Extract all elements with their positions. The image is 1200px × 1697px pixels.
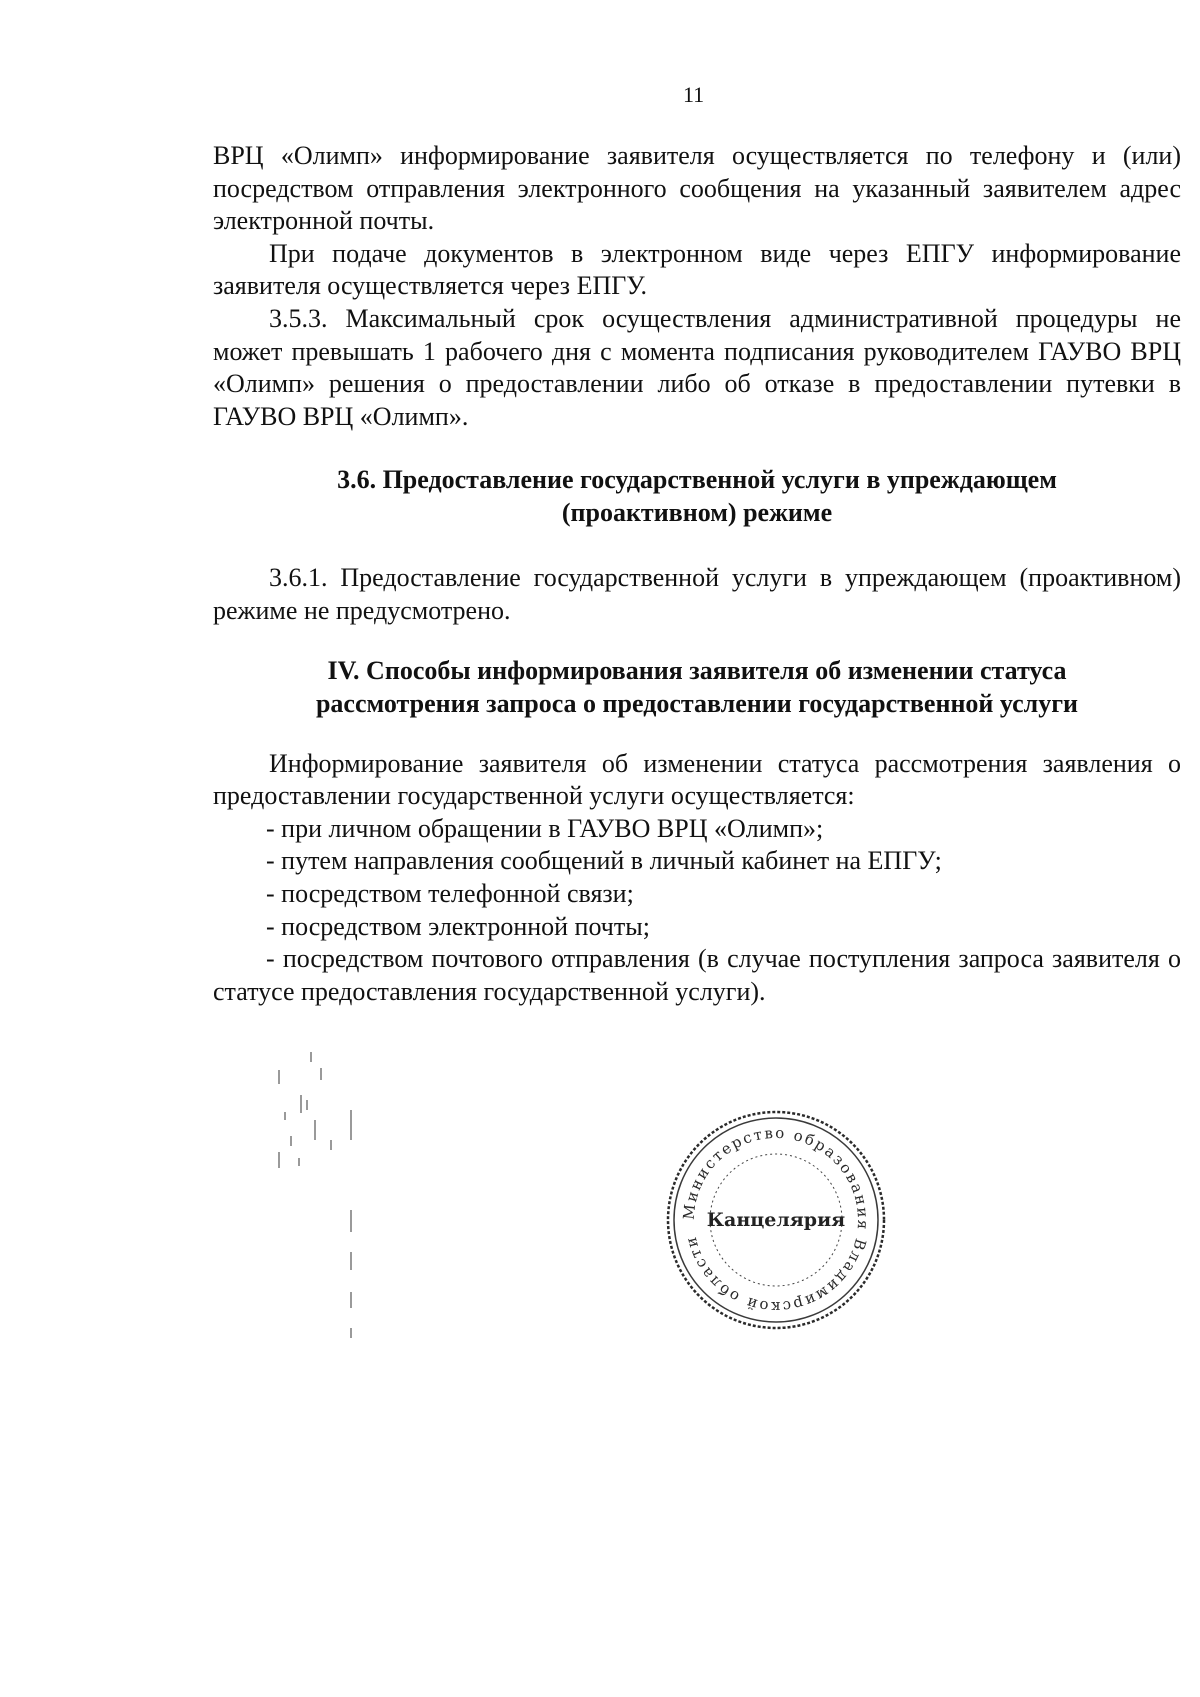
paragraph-epgu-informing: При подаче документов в электронном виде через ЕПГУ информирование заявителя осуществляется через ЕПГУ. bbox=[213, 238, 1181, 301]
page-number: 11 bbox=[683, 82, 705, 107]
list-item: - при личном обращении в ГАУВО ВРЦ «Олимп»; bbox=[266, 813, 824, 843]
paragraph-3-6-1: 3.6.1. Предоставление государственной услуги в упреждающем (проактивном) режиме не предусмотрено. bbox=[213, 563, 1181, 625]
list-item: - посредством почтового отправления (в случае поступления запроса заявителя о статусе предоставления государственной услуги). bbox=[213, 944, 1181, 1006]
list-item: - посредством телефонной связи; bbox=[266, 878, 634, 908]
scan-noise bbox=[270, 1040, 410, 1340]
document-body bbox=[213, 140, 1181, 1008]
paragraph-3-5-3: 3.5.3. Максимальный срок осуществления административной процедуры не может превышать 1 рабочего дня с момента подписания руководителем ГАУВО ВРЦ «Олимп» решения о предоставлении либо об отказе в предоставлении путевки в ГАУВО ВРЦ «Олимп». bbox=[213, 303, 1181, 431]
heading-section-4-line2: рассмотрения запроса о предоставлении государственной услуги bbox=[315, 688, 1079, 718]
paragraph-section-4-intro: Информирование заявителя об изменении статуса рассмотрения заявления о предоставлении государственной услуги осуществляется: bbox=[213, 748, 1181, 811]
heading-3-6-line2: (проактивном) режиме bbox=[561, 498, 833, 528]
list-item: - путем направления сообщений в личный кабинет на ЕПГУ; bbox=[266, 846, 942, 876]
stamp-center-text: Канцелярия bbox=[706, 1209, 846, 1231]
list-item: - посредством электронной почты; bbox=[266, 911, 650, 941]
heading-3-6-line1: 3.6. Предоставление государственной услуги в упреждающем bbox=[337, 465, 1057, 495]
stamp-ring-text: Министерство образования Владимирской области bbox=[679, 1123, 873, 1317]
paragraph-continuation: ВРЦ «Олимп» информирование заявителя осуществляется по телефону и (или) посредством отправления электронного сообщения на указанный заявителем адрес электронной почты. bbox=[213, 141, 1181, 236]
official-stamp bbox=[662, 1106, 890, 1334]
heading-section-4-line1: IV. Способы информирования заявителя об изменении статуса bbox=[327, 655, 1067, 685]
